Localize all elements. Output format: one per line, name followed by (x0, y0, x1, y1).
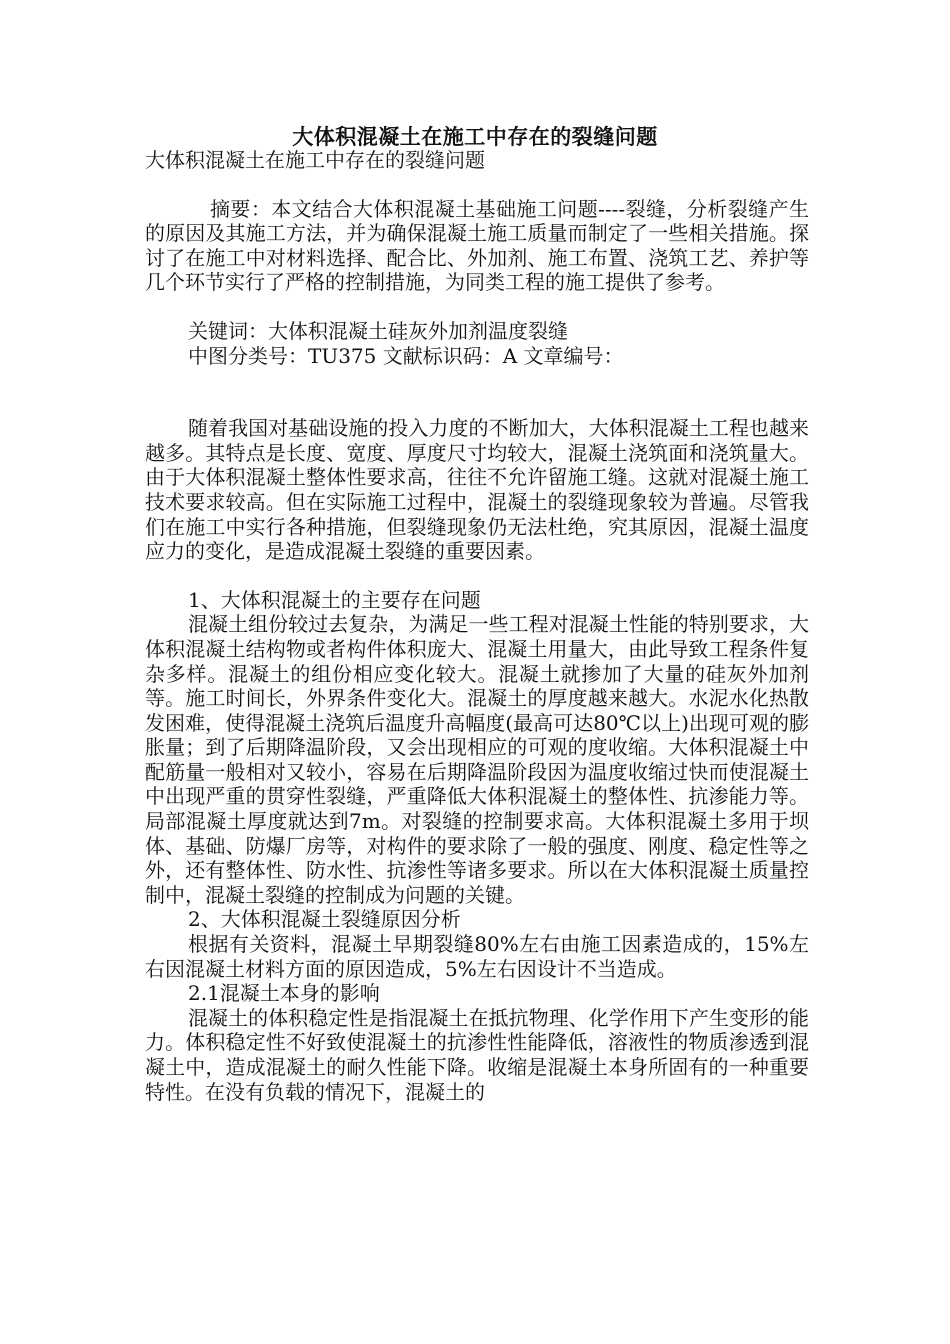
intro-paragraph: 随着我国对基础设施的投入力度的不断加大，大体积混凝土工程也越来越多。其特点是长度、宽度、厚度尺寸均较大，混凝土浇筑面和浇筑量大。由于大体积混凝土整体性要求高，往往不允许留施工缝。这就对混凝土施工技术要求较高。但在实际施工过程中，混凝土的裂缝现象较为普遍。尽管我们在施工中实行各种措施，但裂缝现象仍无法杜绝，究其原因，混凝土温度应力的变化，是造成混凝土裂缝的重要因素。 (145, 416, 809, 564)
spacer (145, 173, 809, 197)
spacer (145, 564, 809, 588)
section-2-paragraph: 根据有关资料，混凝土早期裂缝80%左右由施工因素造成的，15%左右因混凝土材料方面的原因造成，5%左右因设计不当造成。 (145, 932, 809, 981)
spacer (145, 368, 809, 416)
classification-line: 中图分类号：TU375 文献标识码：A 文章编号： (188, 343, 624, 368)
section-2-1-paragraph: 混凝土的体积稳定性是指混凝土在抵抗物理、化学作用下产生变形的能力。体积稳定性不好致使混凝土的抗渗性性能降低，溶液性的物质渗透到混凝土中，造成混凝土的耐久性能下降。收缩是混凝土本身所固有的一种重要特性。在没有负载的情况下，混凝土的 (145, 1005, 809, 1104)
keywords-line: 关键词：大体积混凝土硅灰外加剂温度裂缝 (188, 318, 568, 343)
document-subtitle: 大体积混凝土在施工中存在的裂缝问题 (145, 148, 485, 172)
section-1-paragraph: 混凝土组份较过去复杂，为满足一些工程对混凝土性能的特别要求，大体积混凝土结构物或者构件体积庞大、混凝土用量大，由此导致工程条件复杂多样。混凝土的组份相应变化较大。混凝土就掺加了大量的硅灰外加剂等。施工时间长，外界条件变化大。混凝土的厚度越来越大。水泥水化热散发困难，使得混凝土浇筑后温度升高幅度(最高可达80℃以上)出现可观的膨胀量；到了后期降温阶段，又会出现相应的可观的度收缩。大体积混凝土中配筋量一般相对又较小，容易在后期降温阶段因为温度收缩过快而使混凝土中出现严重的贯穿性裂缝，严重降低大体积混凝土的整体性、抗渗能力等。局部混凝土厚度就达到7m。对裂缝的控制要求高。大体积混凝土多用于坝体、基础、防爆厂房等，对构件的要求除了一般的强度、刚度、稳定性等之外，还有整体性、防水性、抗渗性等诸多要求。所以在大体积混凝土质量控制中，混凝土裂缝的控制成为问题的关键。 (145, 612, 809, 907)
section-1-heading: 1、大体积混凝土的主要存在问题 (188, 587, 481, 612)
document-body (145, 148, 809, 1104)
document-title: 大体积混凝土在施工中存在的裂缝问题 (292, 124, 658, 149)
spacer (145, 295, 809, 319)
section-2-1-heading: 2.1混凝土本身的影响 (188, 981, 380, 1006)
section-2-heading: 2、大体积混凝土裂缝原因分析 (188, 907, 461, 932)
abstract-paragraph: 摘要：本文结合大体积混凝土基础施工问题----裂缝，分析裂缝产生的原因及其施工方法，并为确保混凝土施工质量而制定了一些相关措施。探讨了在施工中对材料选择、配合比、外加剂、施工布置、浇筑工艺、养护等几个环节实行了严格的控制措施，为同类工程的施工提供了参考。 (145, 196, 809, 295)
